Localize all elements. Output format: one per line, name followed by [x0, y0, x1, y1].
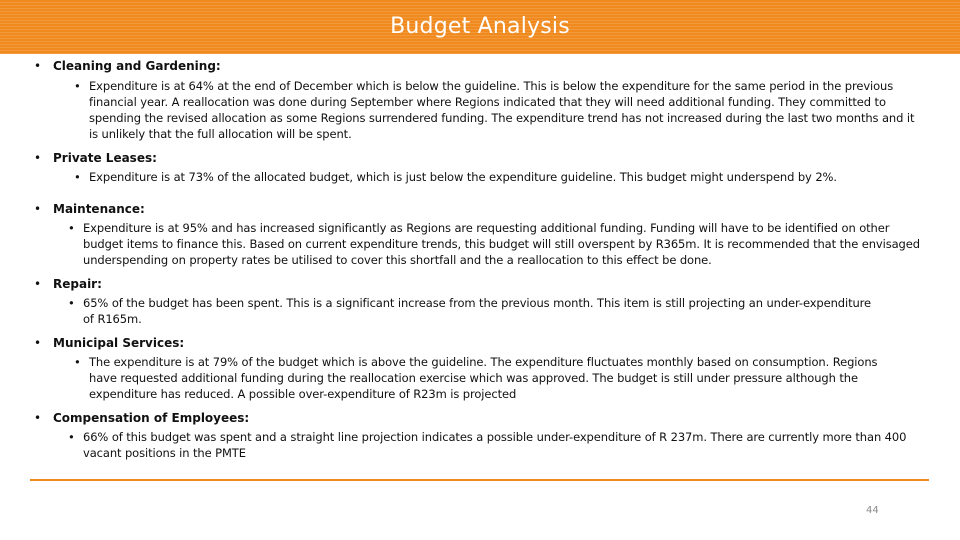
title-bar: [0, 0, 960, 54]
footer-divider: [30, 479, 929, 481]
section-heading: • Repair:: [53, 277, 102, 291]
section-text: • 66% of this budget was spent and a straight line projection indicates a possible under-expenditure of R 237m. There are currently more than 400 vacant positions in the PMTE: [83, 429, 924, 461]
page-number: 44: [866, 505, 879, 516]
section-text: • Expenditure is at 73% of the allocated budget, which is just below the expenditure guideline. This budget might underspend by 2%.: [89, 169, 924, 185]
section-heading: • Private Leases:: [53, 151, 157, 165]
section-heading: • Municipal Services:: [53, 336, 184, 350]
slide-title: Budget Analysis: [390, 14, 570, 39]
section-heading: • Maintenance:: [53, 202, 145, 216]
section-heading: • Compensation of Employees:: [53, 411, 249, 425]
section-text: • Expenditure is at 64% at the end of December which is below the guideline. This is below the expenditure for the same period in the previous financial year. A reallocation was done during September where Regions indicated that they will need additional funding. They committed to spending the revised allocation as some Regions surrendered funding. The expenditure trend has not increased during the last two months and it is unlikely that the full allocation will be spent.: [89, 78, 924, 142]
section-text: • The expenditure is at 79% of the budget which is above the guideline. The expenditure fluctuates monthly based on consumption. Regions have requested additional funding during the reallocation exercise which was approved. The budget is still under pressure although the expenditure has reduced. A possible over-expenditure of R23m is projected: [89, 354, 904, 402]
section-text: • 65% of the budget has been spent. This is a significant increase from the previous month. This item is still projecting an under-expenditure of R165m.: [83, 295, 873, 327]
section-text: • Expenditure is at 95% and has increased significantly as Regions are requesting additional funding. Funding will have to be identified on other budget items to finance this. Based on current expenditure trends, this budget will still overspent by R365m. It is recommended that the envisaged underspending on property rates be utilised to cover this shortfall and the a reallocation to this effect be done.: [83, 220, 924, 268]
section-heading: • Cleaning and Gardening:: [53, 59, 221, 73]
